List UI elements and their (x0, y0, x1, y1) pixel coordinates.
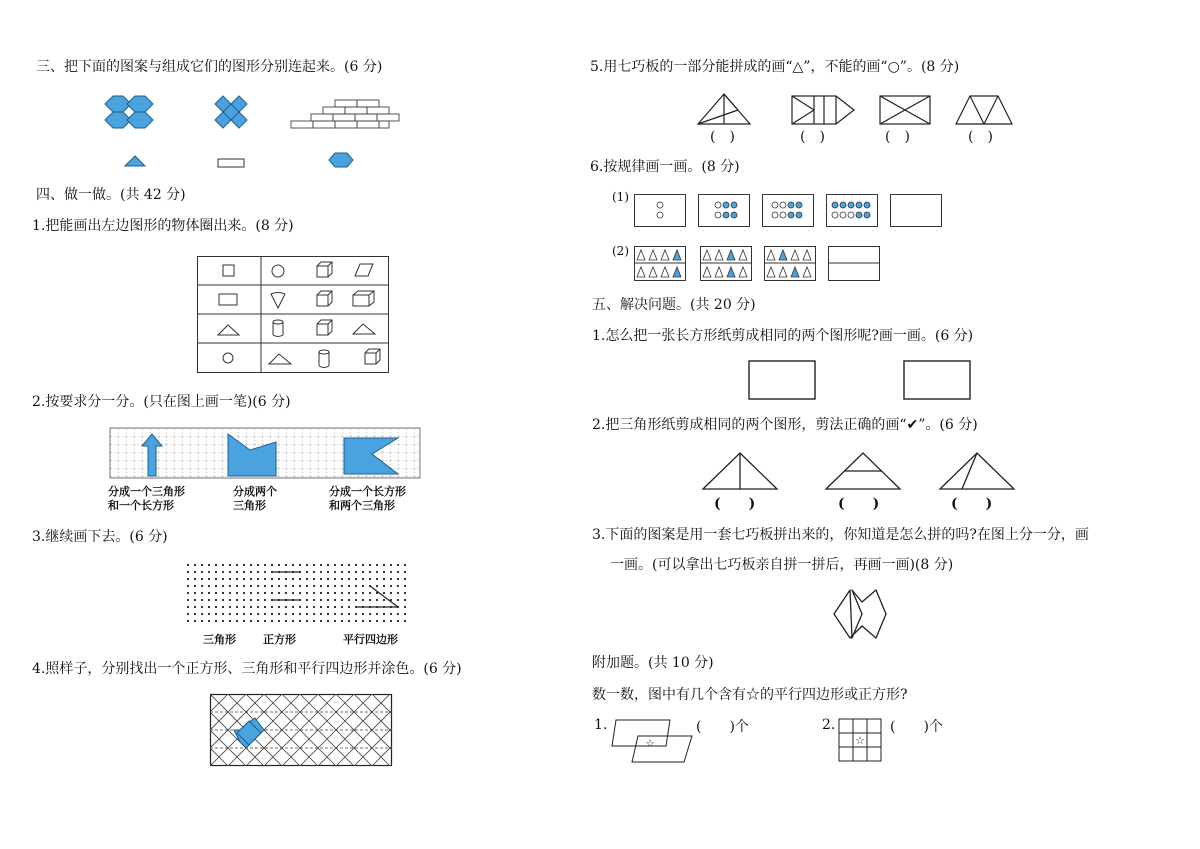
square-icon (223, 265, 234, 276)
answer-paren[interactable]: ( ) (885, 129, 910, 145)
answer-paren[interactable]: ( ) (710, 129, 735, 145)
cube-icon (317, 262, 332, 277)
triangle-shape-icon (125, 156, 145, 166)
p3-line1: 3.下面的图案是用一套七巧板拼出来的，你知道是怎么拼的吗?在图上分一分，画 (592, 527, 1089, 543)
cylinder-icon (319, 350, 329, 368)
bonus-1-figure (610, 718, 692, 764)
tangram-fish (832, 588, 888, 640)
q3-title: 三、把下面的图案与组成它们的图形分别连起来。(6 分) (36, 59, 383, 75)
hexagon-shape-icon (329, 153, 353, 167)
bonus-2-label: 2. (822, 717, 836, 733)
cylinder-icon (273, 320, 283, 337)
bonus-title: 附加题。(共 10 分) (592, 655, 714, 671)
triangles-cut (700, 451, 1020, 491)
answer-paren[interactable]: ( ) (951, 496, 993, 512)
label-c1: 分成一个长方形 (329, 485, 406, 498)
answer-paren[interactable]: ( ) (838, 496, 880, 512)
triangle-icon (218, 325, 239, 335)
label-c2: 和两个三角形 (329, 499, 395, 512)
label-a2: 和一个长方形 (108, 499, 174, 512)
pattern-row-2 (634, 246, 884, 284)
q6-label-2: (2) (612, 244, 629, 258)
label-parallelogram: 平行四边形 (343, 633, 398, 646)
bonus-1-label: 1. (594, 717, 608, 733)
cube-icon (317, 320, 332, 335)
brick-pyramid-icon (291, 100, 399, 128)
p2-title: 2.把三角形纸剪成相同的两个图形，剪法正确的画“✔”。(6 分) (592, 417, 978, 433)
square-pattern-icon (215, 96, 247, 128)
p3-line2: 一画。(可以拿出七巧板亲自拼一拼后，再画一画)(8 分) (610, 557, 954, 573)
circle-icon (223, 353, 233, 363)
q4-3-title: 3.继续画下去。(6 分) (32, 529, 168, 545)
bonus-question: 数一数，图中有几个含有☆的平行四边形或正方形? (592, 687, 908, 703)
q4-1-title: 1.把能画出左边图形的物体圈出来。(8 分) (32, 218, 294, 234)
section5-title: 五、解决问题。(共 20 分) (592, 297, 756, 313)
ball-icon (272, 265, 284, 277)
q6-title: 6.按规律画一画。(8 分) (590, 159, 740, 175)
shape-object-table (197, 256, 389, 374)
box-icon (353, 291, 374, 306)
hexagon-pattern-icon (105, 96, 153, 128)
rectangle-icon (219, 294, 237, 305)
label-b2: 三角形 (233, 499, 266, 512)
q6-label-1: (1) (612, 190, 629, 204)
label-b1: 分成两个 (233, 485, 277, 498)
svg-text:☆: ☆ (855, 734, 865, 747)
rectangles-to-cut (748, 360, 974, 402)
eraser-icon (355, 264, 373, 276)
svg-text:☆: ☆ (645, 737, 655, 750)
label-a1: 分成一个三角形 (108, 485, 185, 498)
q4-title: 四、做一做。(共 42 分) (36, 187, 186, 203)
pattern-row-1 (634, 194, 944, 230)
p1-title: 1.怎么把一张长方形纸剪成相同的两个图形呢?画一画。(6 分) (592, 328, 974, 344)
bonus-2-figure (838, 718, 884, 764)
answer-paren[interactable]: ( ) (714, 496, 756, 512)
rectangle-shape-icon (218, 159, 244, 167)
dot-grid (186, 563, 408, 625)
tangram-options (694, 92, 1024, 126)
bonus-1-answer[interactable]: ( )个 (696, 719, 749, 735)
q4-4-title: 4.照样子，分别找出一个正方形、三角形和平行四边形并涂色。(6 分) (32, 661, 462, 677)
cone-icon (271, 293, 285, 309)
lattice-figure (210, 694, 392, 766)
division-grid (110, 428, 422, 482)
prism-icon (353, 324, 375, 334)
prism-icon (269, 354, 291, 364)
cube-icon (365, 349, 380, 364)
label-square: 正方形 (263, 633, 296, 646)
answer-paren[interactable]: ( ) (800, 129, 825, 145)
q5-title: 5.用七巧板的一部分能拼成的画“△”，不能的画“○”。(8 分) (590, 59, 960, 75)
q4-2-title: 2.按要求分一分。(只在图上画一笔)(6 分) (32, 394, 291, 410)
label-triangle: 三角形 (203, 633, 236, 646)
bonus-2-answer[interactable]: ( )个 (890, 719, 943, 735)
answer-paren[interactable]: ( ) (968, 129, 993, 145)
cube-icon (317, 291, 332, 306)
q3-patterns (95, 92, 395, 172)
